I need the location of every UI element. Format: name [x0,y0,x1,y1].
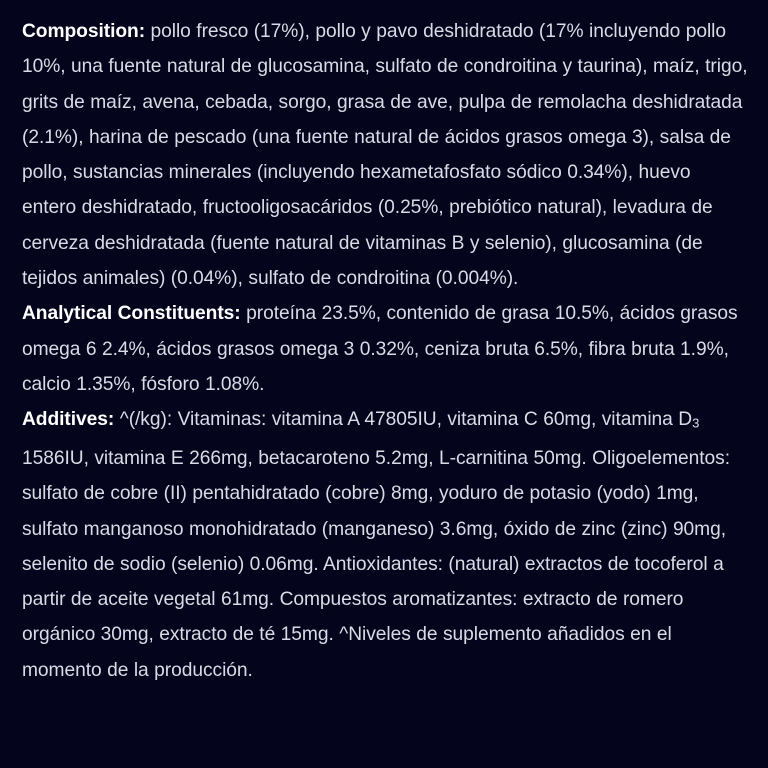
additives-section [22,402,748,688]
additives-body-part-one: ^(/kg): Vitaminas: vitamina A 47805IU, vitamina C 60mg, vitamina D [119,409,693,431]
vitamin-d3-subscript: 3 [692,415,700,431]
analytical-constituents-label: Analytical Constituents: [22,303,247,325]
additives-label: Additives: [22,409,120,431]
analytical-constituents-body: proteína 23.5%, contenido de grasa 10.5%, ácidos grasos omega 6 2.4%, ácidos grasos omega 3 0.32%, ceniza bruta 6.5%, fibra bruta 1.9%, calcio 1.35%, fósforo 1.08%. [22,303,738,395]
composition-section [22,14,748,296]
composition-label: Composition: [22,21,151,42]
analytical-constituents-section [22,296,748,402]
additives-body-part-two: 1586IU, vitamina E 266mg, betacaroteno 5.2mg, L-carnitina 50mg. Oligoelementos: sulfato de cobre (II) pentahidratado (cobre) 8mg, yoduro de potasio (yodo) 1mg, sulfato manganoso monohidratado (manganeso) 3.6mg, óxido de zinc (zinc) 90mg, selenito de sodio (selenio) 0.06mg. Antioxidantes: (natural) extractos de tocoferol a partir de aceite vegetal 61mg. Compuestos aromatizantes: extracto de romero orgánico 30mg, extracto de té 15mg. ^Niveles de suplemento añadidos en el momento de la producción. [22,447,730,681]
composition-body: pollo fresco (17%), pollo y pavo deshidratado (17% incluyendo pollo 10%, una fuente natural de glucosamina, sulfato de condroitina y taurina), maíz, trigo, grits de maíz, avena, cebada, sorgo, grasa de ave, pulpa de remolacha deshidratada (2.1%), harina de pescado (una fuente natural de ácidos grasos omega 3), salsa de pollo, sustancias minerales (incluyendo hexametafosfato sódico 0.34%), huevo entero deshidratado, fructooligosacáridos (0.25%, prebiótico natural), levadura de cerveza deshidratada (fuente natural de vitaminas B y selenio), glucosamina (de tejidos animales) (0.04%), sulfato de condroitina (0.004%). [22,21,748,290]
